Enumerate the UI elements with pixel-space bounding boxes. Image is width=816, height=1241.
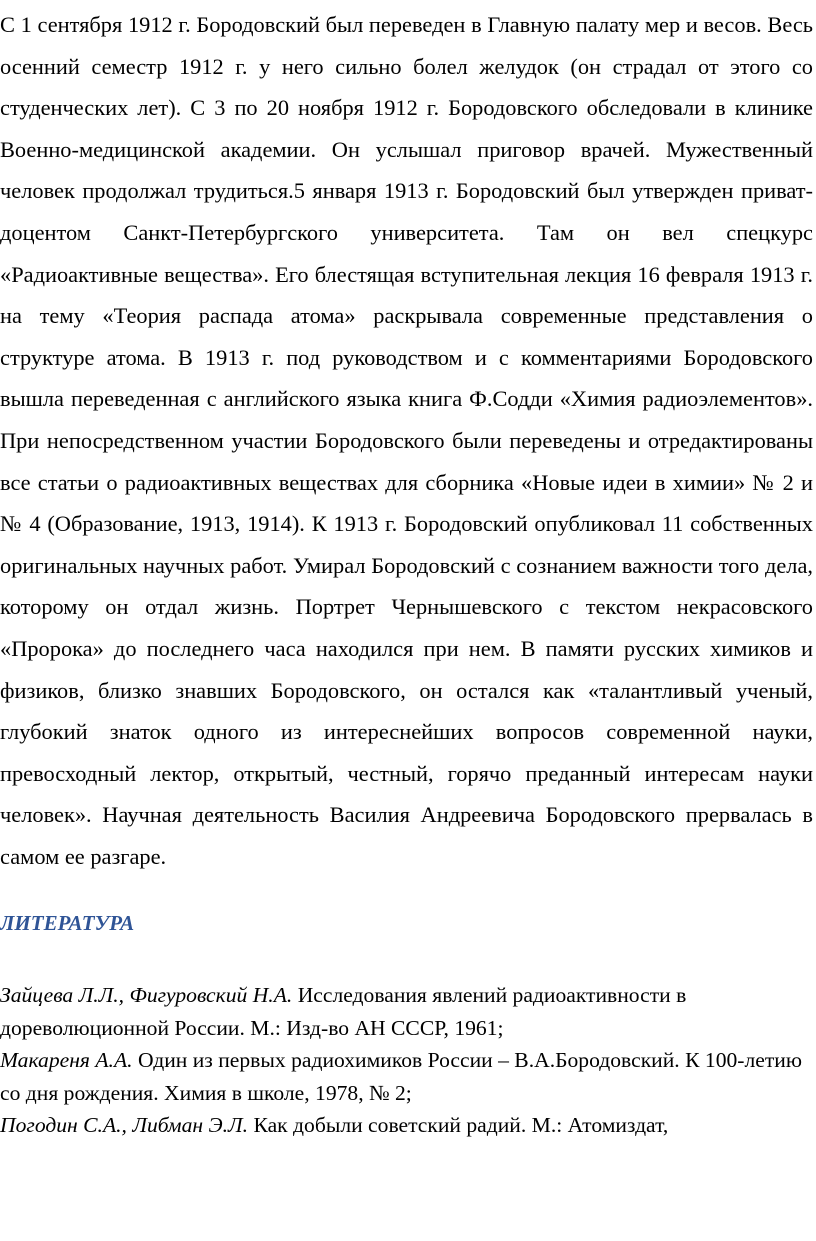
reference-authors: Макареня А.А.	[0, 1048, 133, 1073]
reference-list	[0, 979, 813, 1142]
reference-item	[0, 1109, 813, 1142]
reference-authors: Зайцева Л.Л., Фигуровский Н.А.	[0, 983, 293, 1008]
body-paragraph: С 1 сентября 1912 г. Бородовский был переведен в Главную палату мер и весов. Весь осенний семестр 1912 г. у него сильно болел желудок (он страдал от этого со студенческих лет). С 3 по 20 ноября 1912 г. Бородовского обследовали в клинике Военно-медицинской академии. Он услышал приговор врачей. Мужественный человек продолжал трудиться.5 января 1913 г. Бородовский был утвержден приват-доцентом Санкт-Петербургского университета. Там он вел спецкурс «Радиоактивные вещества». Его блестящая вступительная лекция 16 февраля 1913 г. на тему «Теория распада атома» раскрывала современные представления о структуре атома. В 1913 г. под руководством и с комментариями Бородовского вышла переведенная с английского языка книга Ф.Содди «Химия радиоэлементов». При непосредственном участии Бородовского были переведены и отредактированы все статьи о радиоактивных веществах для сборника «Новые идеи в химии» № 2 и № 4 (Образование, 1913, 1914). К 1913 г. Бородовский опубликовал 11 собственных оригинальных научных работ. Умирал Бородовский с сознанием важности того дела, которому он отдал жизнь. Портрет Чернышевского с текстом некрасовского «Пророка» до последнего часа находился при нем. В памяти русских химиков и физиков, близко знавших Бородовского, он остался как «талантливый ученый, глубокий знаток одного из интереснейших вопросов современной науки, превосходный лектор, открытый, честный, горячо преданный интересам науки человек». Научная деятельность Василия Андреевича Бородовского прервалась в самом ее разгаре.	[0, 12, 813, 869]
reference-text: Как добыли советский радий. М.: Атомиздат,	[248, 1113, 669, 1138]
reference-authors: Погодин С.А., Либман Э.Л.	[0, 1113, 249, 1138]
reference-text: Исследования явлений радиоактивности в дореволюционной России. М.: Изд-во АН СССР, 1961;	[0, 983, 687, 1040]
reference-item	[0, 1044, 813, 1109]
literature-heading: ЛИТЕРАТУРА	[0, 911, 135, 936]
reference-text: Один из первых радиохимиков России – В.А.Бородовский. К 100-летию со дня рождения. Химия в школе, 1978, № 2;	[0, 1048, 802, 1105]
reference-item	[0, 979, 813, 1044]
